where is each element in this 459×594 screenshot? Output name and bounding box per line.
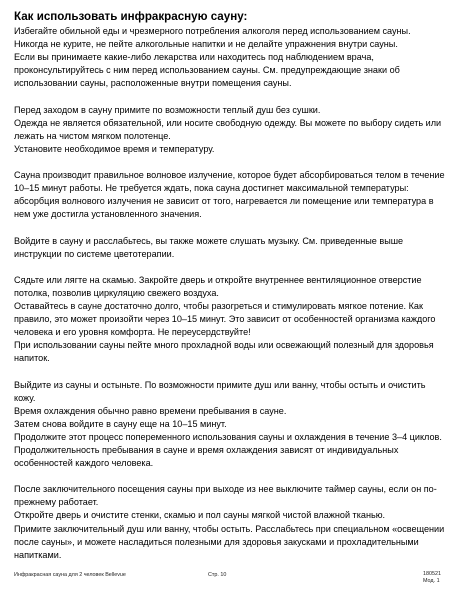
text-line: Одежда не является обязательной, или носите свободную одежду. Вы можете по выбору сидеть или [14, 117, 442, 128]
paragraph [14, 483, 445, 562]
text-line: Сядьте или лягте на скамью. Закройте дверь и откройте внутреннее вентиляционное отверстие [14, 274, 422, 285]
text-line: Продолжите этот процесс попеременного использования сауны и охлаждения в течение 3–4 циклов. [14, 431, 442, 442]
footer-product-name: Инфракрасная сауна для 2 человек Bellevue [14, 572, 126, 578]
paragraph [14, 379, 445, 471]
paragraph [14, 104, 445, 156]
text-line: Выйдите из сауны и остыньте. По возможности примите душ или ванну, чтобы остыть и очистить [14, 379, 426, 390]
text-line: Откройте дверь и очистите стенки, скамью и пол сауны мягкой чистой влажной тканью. [14, 510, 386, 521]
text-line: прежнему работает. [14, 497, 99, 508]
text-line: использовании сауны, расположенные внутри помещения сауны. [14, 78, 292, 89]
text-line: Избегайте обильной еды и чрезмерного потребления алкоголя перед использованием сауны. [14, 26, 411, 36]
text-line: Оставайтесь в сауне достаточно долго, чтобы разогреться и стимулировать мягкое потение. Как [14, 300, 423, 311]
text-line: Никогда не курите, не пейте алкогольные напитки и не делайте упражнения внутри сауны. [14, 39, 398, 50]
paragraph-gap [14, 156, 445, 169]
text-line: кожу. [14, 392, 36, 403]
text-line: проконсультируйтесь с ним перед использованием сауны. См. предупреждающие знаки об [14, 65, 400, 76]
text-line: человека и его уровня комфорта. Не переусердствуйте! [14, 327, 251, 338]
footer-model: Мод. 1 [423, 578, 440, 584]
document-body [14, 25, 445, 562]
text-line: особенностей каждого человека. [14, 458, 154, 469]
text-line: 10–15 минут работы. Не требуется ждать, пока сауна достигнет максимальной температуры: [14, 183, 409, 194]
paragraph [14, 169, 445, 221]
paragraph-gap [14, 470, 445, 483]
text-line: Время охлаждения обычно равно времени пребывания в сауне. [14, 405, 287, 416]
paragraph-gap [14, 90, 445, 103]
paragraph-gap [14, 365, 445, 378]
text-line: инструкции по системе цветотерапии. [14, 248, 175, 259]
text-line: При использовании сауны пейте много прохладной воды или освежающий полезный для здоровья [14, 340, 434, 351]
footer-date-code: 180521 [423, 571, 441, 577]
text-line: Продолжительность пребывания в сауне и время охлаждения зависят от индивидуальных [14, 445, 399, 455]
text-line: лежать на чистом мягком полотенце. [14, 130, 171, 141]
text-line: После заключительного посещения сауны при выходе из нее выключите таймер сауны, если он по- [14, 484, 437, 495]
paragraph-gap [14, 221, 445, 234]
footer-revision [423, 571, 441, 585]
text-line: абсорбция волнового излучения не зависит от того, нагревается ли помещение или температура в [14, 196, 434, 207]
footer-page-number: Стр. 10 [208, 572, 227, 578]
text-line: напиток. [14, 353, 50, 364]
text-line: нем уже достигла установленного значения. [14, 209, 202, 220]
text-line: Сауна производит правильное волновое излучение, которое будет абсорбироваться телом в течение [14, 170, 445, 181]
paragraph [14, 25, 445, 90]
text-line: Войдите в сауну и расслабьтесь, вы также можете слушать музыку. См. приведенные выше [14, 235, 404, 246]
text-line: потолка, позволив циркуляцию свежего воздуха. [14, 287, 219, 298]
text-line: Примите заключительный душ или ванну, чтобы остыть. Расслабьтесь при специальном «освещении [14, 523, 445, 534]
text-line: Если вы принимаете какие-либо лекарства или находитесь под наблюдением врача, [14, 52, 374, 63]
text-line: правило, это может произойти через 10–15 минут. Это зависит от особенностей организма каждого [14, 314, 436, 325]
text-line: напитками. [14, 549, 62, 560]
text-line: Перед заходом в сауну примите по возможности теплый душ без сушки. [14, 104, 321, 115]
paragraph [14, 274, 445, 366]
paragraph-gap [14, 261, 445, 274]
text-line: после сауны», и можете насладиться полезными для здоровья закусками и прохладительными [14, 536, 419, 547]
page-title: Как использовать инфракрасную сауну: [14, 10, 248, 23]
paragraph [14, 235, 445, 261]
text-line: Затем снова войдите в сауну еще на 10–15 минут. [14, 418, 227, 429]
text-line: Установите необходимое время и температуру. [14, 143, 215, 154]
